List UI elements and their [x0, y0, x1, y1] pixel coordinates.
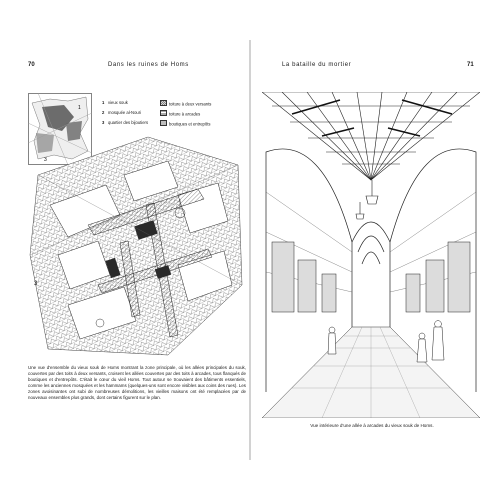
left-page-number: 70: [28, 62, 35, 68]
map-legend: [102, 100, 242, 130]
book-gutter: [249, 40, 251, 460]
souk-alley-illustration: [262, 92, 480, 418]
legend-swatch-shops: boutiques et entrepôts: [160, 120, 210, 127]
swatch-grey-icon: [160, 120, 167, 126]
right-running-title: La bataille du mortier: [282, 62, 352, 68]
legend-swatch-arcade: toiture à arcades: [160, 110, 200, 117]
swatch-lines-icon: [160, 110, 167, 116]
legend-item-3: 3 quartier des bijoutiers: [102, 120, 149, 125]
inset-label-1: 1: [78, 105, 81, 111]
map-label-3: 3: [34, 281, 38, 287]
body-paragraph: Une vue d'ensemble du vieux souk de Homs montrant la zone principale, où les allées principales du souk, couvertes par des toits à deux versants, croisent les allées couvertes par des toits à arcades, tous flanqués de boutiques et d'entrepôts. C'était le cœur du vieil Homs. Tout autour se trouvaient des bâtiments essentiels, comme les anciennes mosquées et les hammams (quelques-uns sont encore visibles aux coins des rues). Les zones avoisinantes ont subi de nombreuses démolitions, les vieilles maisons ont été remplacées par de nouveaux ensembles plus grands, dont certains figurent sur le plan.: [28, 365, 246, 401]
souk-axonometric-map: [28, 135, 246, 357]
right-page-number: 71: [467, 62, 474, 68]
left-running-title: Dans les ruines de Homs: [108, 62, 189, 68]
swatch-hatch-icon: [160, 100, 167, 106]
legend-swatch-gable: toiture à deux versants: [160, 100, 211, 107]
illustration-caption: Vue intérieure d'une allée à arcades du vieux souk de Homs.: [310, 423, 434, 428]
inset-label-3: 3: [44, 157, 47, 163]
legend-item-2: 2 mosquée al-Nouri: [102, 110, 142, 115]
legend-item-1: 1 vieux souk: [102, 100, 128, 105]
